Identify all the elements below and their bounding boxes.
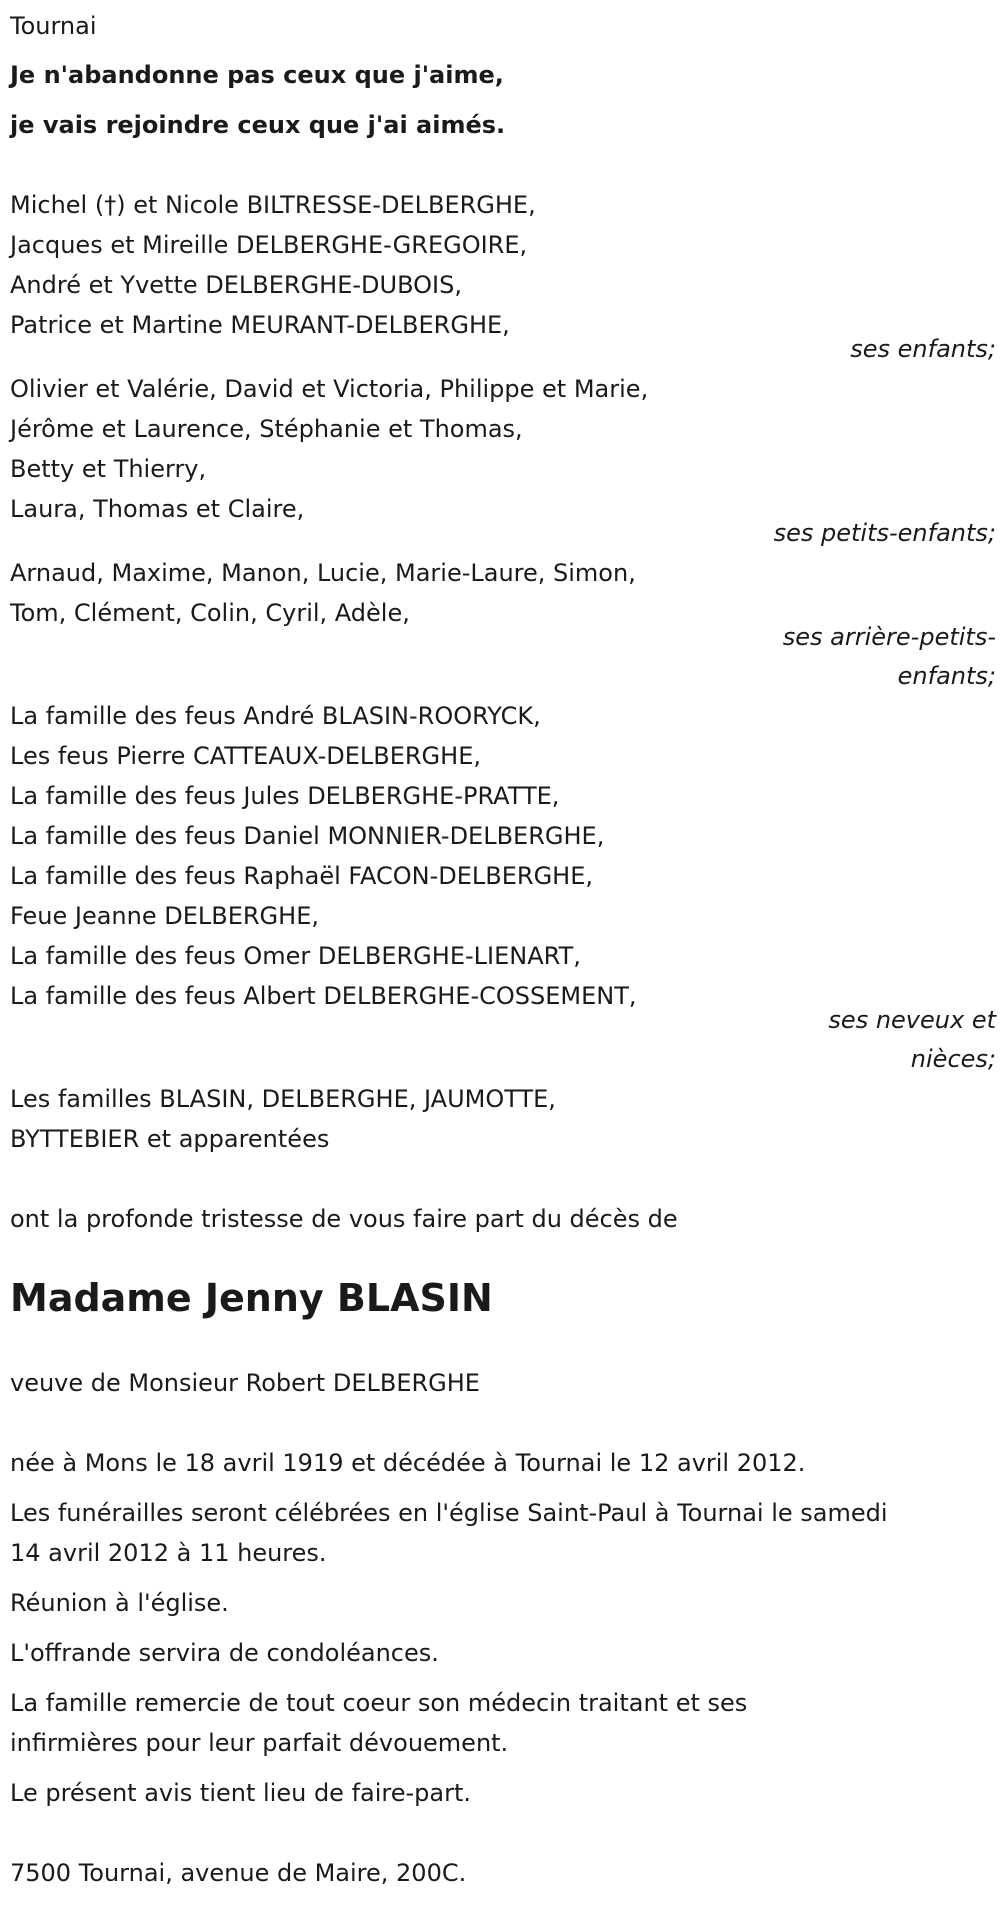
nephews-line: La famille des feus Albert DELBERGHE-COSSEMENT,	[10, 982, 637, 1010]
birth-death: née à Mons le 18 avril 1919 et décédée à Tournai le 12 avril 2012.	[10, 1449, 806, 1477]
thanks-line-1: La famille remercie de tout coeur son médecin traitant et ses	[10, 1689, 748, 1717]
children-label: ses enfants;	[850, 335, 996, 363]
nephews-label-2: nièces;	[910, 1045, 996, 1073]
grandchildren-line: Laura, Thomas et Claire,	[10, 495, 305, 523]
families-line: BYTTEBIER et apparentées	[10, 1125, 330, 1153]
deceased-name: Madame Jenny BLASIN	[10, 1276, 493, 1320]
great-grandchildren-label-2: enfants;	[897, 662, 996, 690]
nephews-line: La famille des feus Omer DELBERGHE-LIENART,	[10, 942, 581, 970]
address: 7500 Tournai, avenue de Maire, 200C.	[10, 1859, 467, 1887]
meeting: Réunion à l'église.	[10, 1589, 229, 1617]
children-line: Jacques et Mireille DELBERGHE-GREGOIRE,	[10, 231, 528, 259]
funeral-line-1: Les funérailles seront célébrées en l'église Saint-Paul à Tournai le samedi	[10, 1499, 888, 1527]
grandchildren-line: Jérôme et Laurence, Stéphanie et Thomas,	[10, 415, 523, 443]
children-line: Patrice et Martine MEURANT-DELBERGHE,	[10, 311, 510, 339]
announcement: ont la profonde tristesse de vous faire part du décès de	[10, 1205, 678, 1233]
nephews-line: La famille des feus Jules DELBERGHE-PRATTE,	[10, 782, 560, 810]
grandchildren-label: ses petits-enfants;	[773, 519, 996, 547]
nephews-line: La famille des feus André BLASIN-ROORYCK,	[10, 702, 541, 730]
nephews-line: La famille des feus Raphaël FACON-DELBERGHE,	[10, 862, 594, 890]
families-line: Les familles BLASIN, DELBERGHE, JAUMOTTE,	[10, 1085, 556, 1113]
nephews-line: La famille des feus Daniel MONNIER-DELBERGHE,	[10, 822, 605, 850]
thanks-line-2: infirmières pour leur parfait dévouement.	[10, 1729, 509, 1757]
nephews-line: Feue Jeanne DELBERGHE,	[10, 902, 319, 930]
notice: Le présent avis tient lieu de faire-part.	[10, 1779, 472, 1807]
quote-line-1: Je n'abandonne pas ceux que j'aime,	[10, 61, 504, 89]
great-grandchildren-line: Arnaud, Maxime, Manon, Lucie, Marie-Laure, Simon,	[10, 559, 636, 587]
nephews-line: Les feus Pierre CATTEAUX-DELBERGHE,	[10, 742, 481, 770]
nephews-label-1: ses neveux et	[828, 1006, 996, 1034]
city-header: Tournai	[10, 12, 97, 40]
children-line: Michel (†) et Nicole BILTRESSE-DELBERGHE,	[10, 191, 536, 219]
grandchildren-line: Olivier et Valérie, David et Victoria, Philippe et Marie,	[10, 375, 649, 403]
quote-line-2: je vais rejoindre ceux que j'ai aimés.	[10, 111, 506, 139]
children-line: André et Yvette DELBERGHE-DUBOIS,	[10, 271, 462, 299]
widow-of: veuve de Monsieur Robert DELBERGHE	[10, 1369, 480, 1397]
great-grandchildren-line: Tom, Clément, Colin, Cyril, Adèle,	[10, 599, 410, 627]
funeral-line-2: 14 avril 2012 à 11 heures.	[10, 1539, 327, 1567]
offering: L'offrande servira de condoléances.	[10, 1639, 439, 1667]
grandchildren-line: Betty et Thierry,	[10, 455, 207, 483]
great-grandchildren-label-1: ses arrière-petits-	[782, 623, 996, 651]
